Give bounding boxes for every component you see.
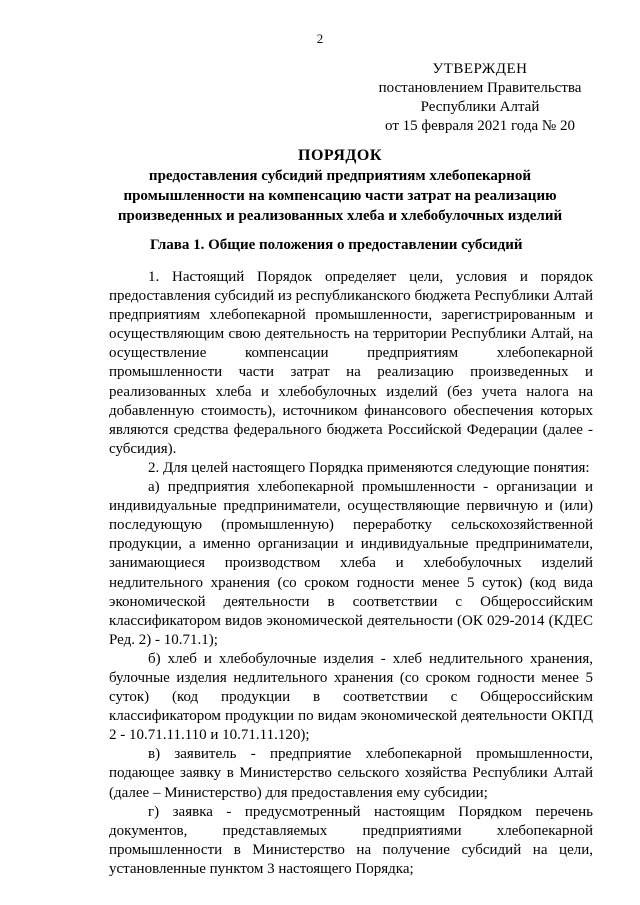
title-line-2: промышленности на компенсацию части затрат на реализацию (123, 188, 557, 204)
document-body (109, 268, 593, 879)
approval-line-1: постановлением Правительства (378, 80, 582, 96)
paragraph-2: 2. Для целей настоящего Порядка применяются следующие понятия: (148, 459, 590, 476)
paragraph-4: б) хлеб и хлебобулочные изделия - хлеб недлительного хранения, булочные изделия недлительного хранения (со сроком годности менее 5 суток) (код продукции в соответствии с Общероссийским классификатором продукции по видам экономической деятельности ОКПД 2 - 10.71.11.110 и 10.71.11.120); (109, 650, 593, 744)
chapter-heading: Глава 1. Общие положения о предоставлении субсидий (150, 237, 523, 253)
paragraph-6: г) заявка - предусмотренный настоящим Порядком перечень документов, представляемых предприятиями хлебопекарной промышленности в Министерство на получение субсидий на цели, установленные пунктом 3 настоящего Порядка; (109, 803, 593, 877)
paragraph-1: 1. Настоящий Порядок определяет цели, условия и порядок предоставления субсидий из республиканского бюджета Республики Алтай предприятиям хлебопекарной промышленности, зарегистрированным и осуществляющим свою деятельность на территории Республики Алтай, на осуществление компенсации предприятиям хлебопекарной промышленности части затрат на реализацию произведенных и реализованных хлеба и хлебобулочных изделий (без учета налога на добавленную стоимость), источником финансового обеспечения которых являются средства федерального бюджета Российской Федерации (далее - субсидия). (109, 269, 593, 457)
approval-line-3: от 15 февраля 2021 года № 20 (385, 118, 575, 134)
approval-heading: УТВЕРЖДЕН (432, 61, 528, 77)
approval-stamp-block (345, 60, 615, 136)
approval-line-2: Республики Алтай (420, 99, 540, 115)
paragraph-3: а) предприятия хлебопекарной промышленности - организации и индивидуальные предприниматели, осуществляющие первичную и (или) последующую (промышленную) переработку сельскохозяйственной продукции, а именно организации и индивидуальные предприниматели, занимающиеся производством хлеба и хлебобулочных изделий недлительного хранения (со сроком годности менее 5 суток) (код вида экономической деятельности в соответствии с Общероссийским классификатором видов экономической деятельности (ОК 029-2014 (КДЕС Ред. 2) - 10.71.1); (109, 479, 593, 648)
title-main: ПОРЯДОК (298, 147, 382, 164)
page-number: 2 (316, 31, 324, 46)
document-title (70, 146, 610, 226)
title-line-1: предоставления субсидий предприятиям хлебопекарной (148, 168, 532, 184)
title-line-3: произведенных и реализованных хлеба и хлебобулочных изделий (117, 208, 563, 224)
paragraph-5: в) заявитель - предприятие хлебопекарной промышленности, подающее заявку в Министерство сельского хозяйства Республики Алтай (далее – Министерство) для предоставления ему субсидии; (109, 746, 593, 801)
